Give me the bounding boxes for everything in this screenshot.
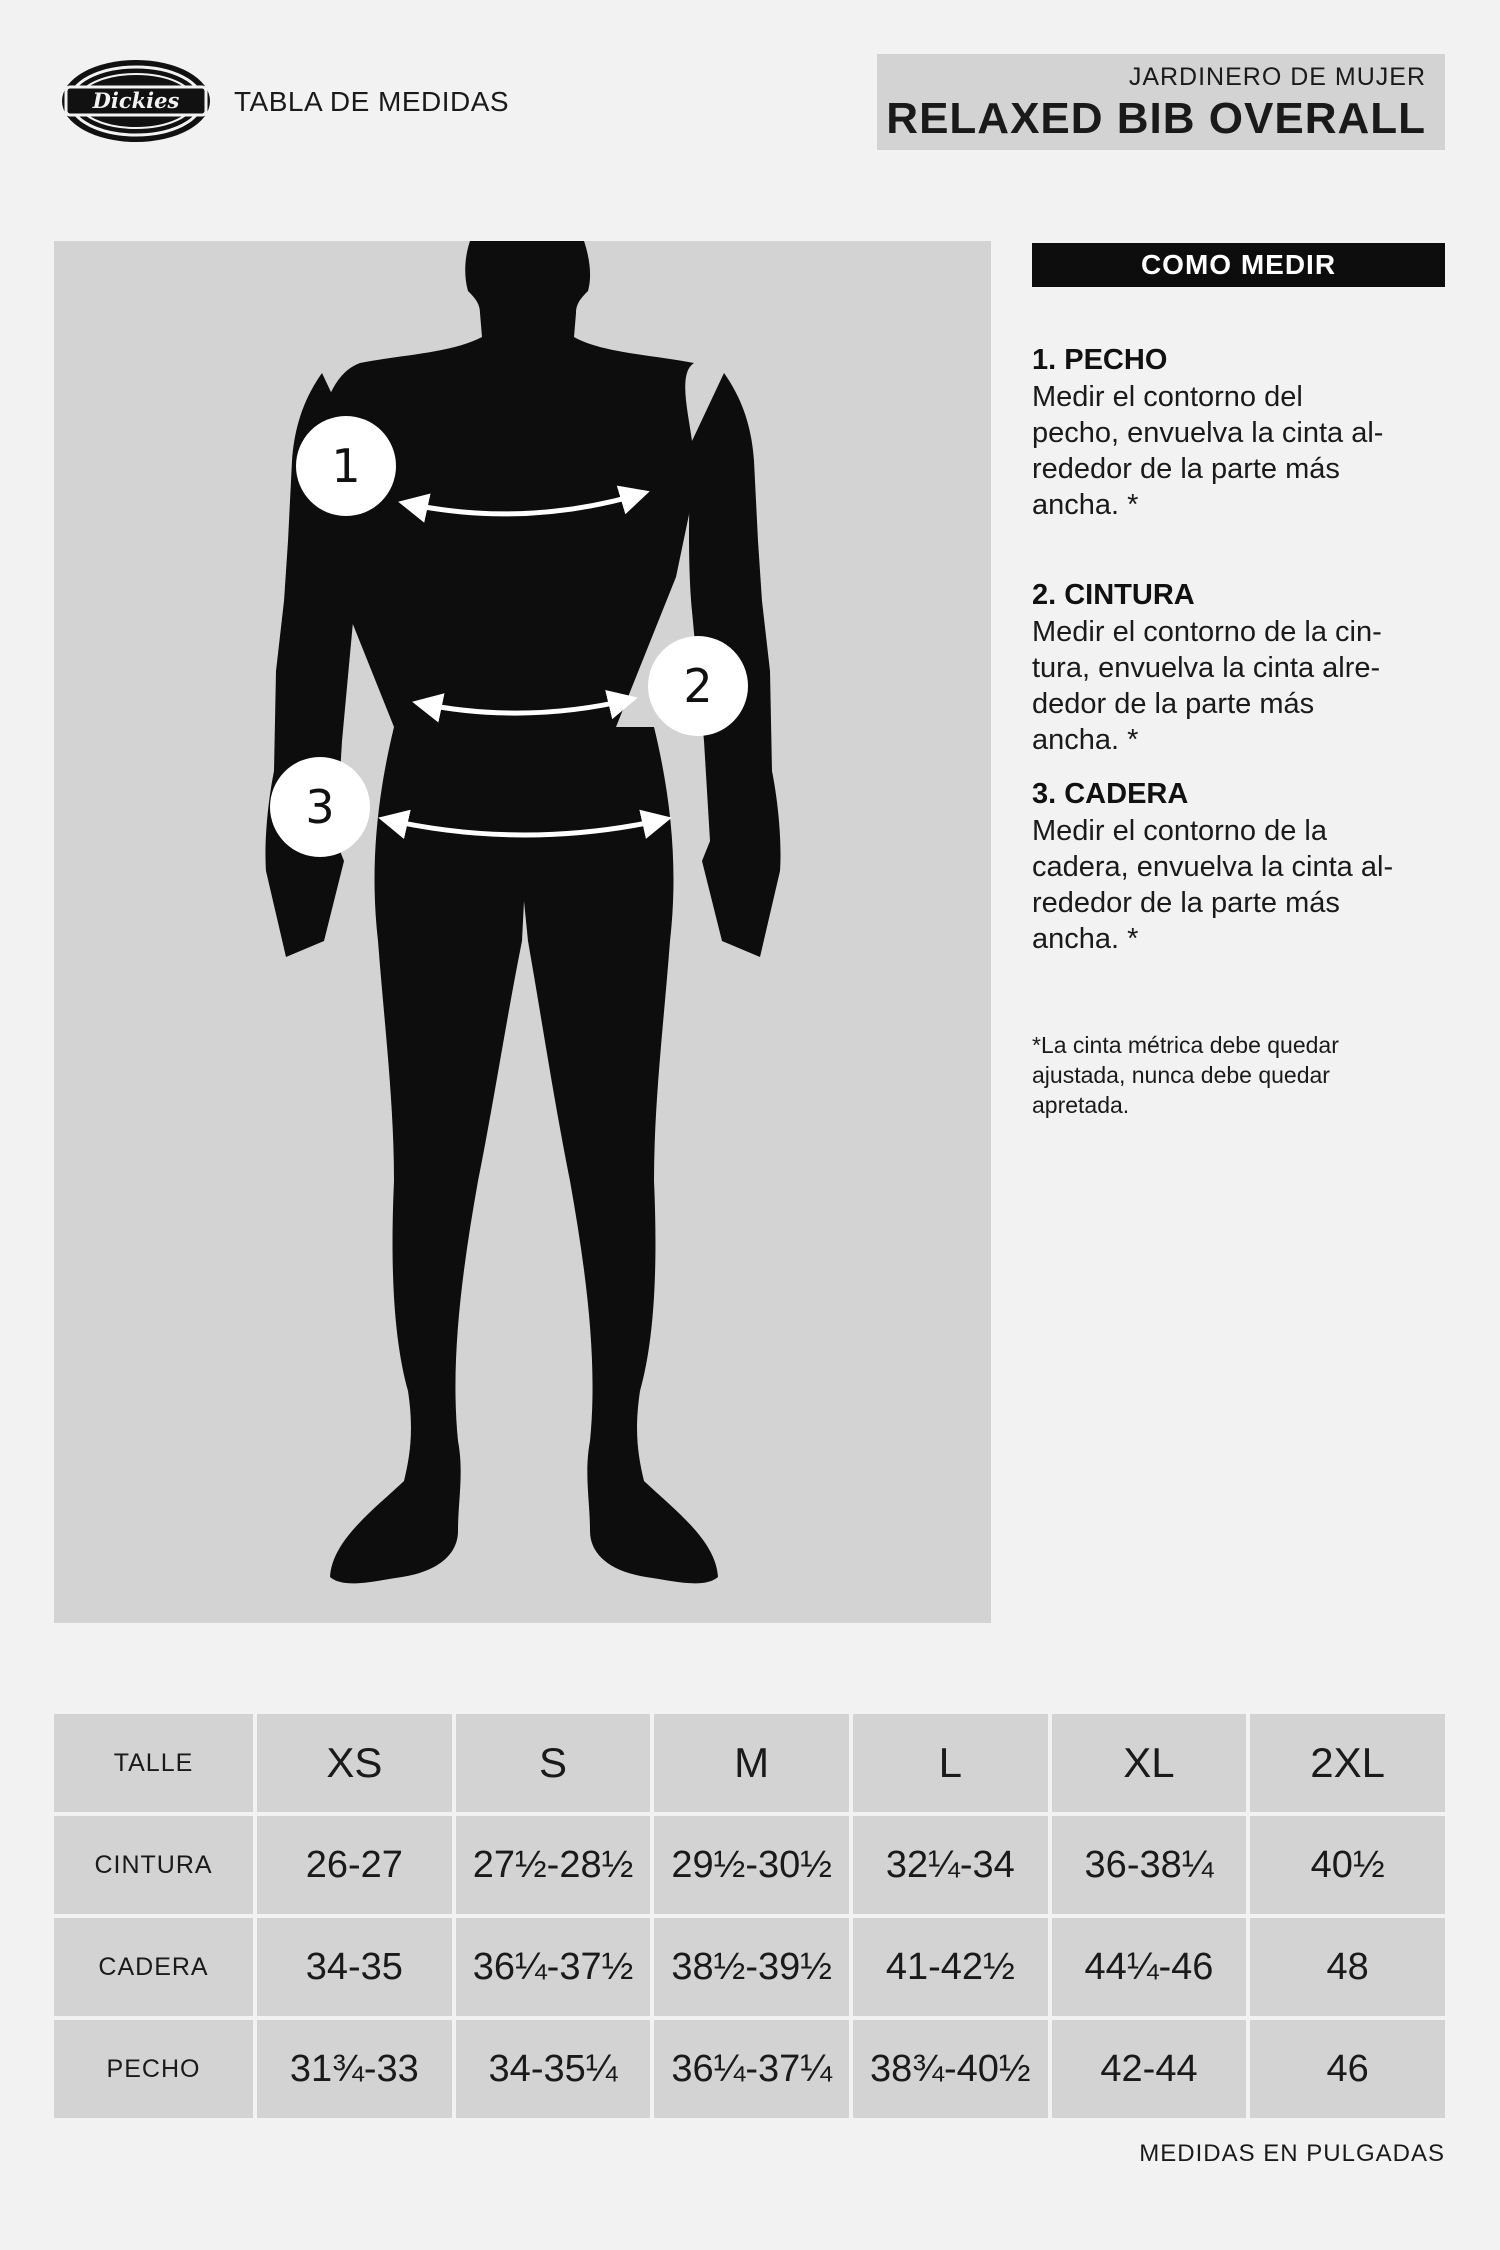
table-cell: 26-27 — [257, 1816, 452, 1914]
step-hip — [1032, 778, 1442, 957]
units-note: MEDIDAS EN PULGADAS — [1139, 2140, 1445, 2167]
marker-chest — [296, 416, 396, 516]
step-waist — [1032, 579, 1442, 758]
footnote-line: ajustada, nunca debe quedar — [1032, 1062, 1330, 1088]
table-cell: 34-35 — [257, 1918, 452, 2016]
step-chest-line: rededor de la parte más — [1032, 453, 1340, 485]
footnote-line: *La cinta métrica debe quedar — [1032, 1032, 1339, 1058]
marker-hip-number: 3 — [305, 780, 335, 834]
size-header-m: M — [654, 1714, 849, 1812]
step-hip-line: Medir el contorno de la — [1032, 815, 1327, 847]
step-hip-title: 3. CADERA — [1032, 778, 1189, 810]
step-chest-line: ancha. * — [1032, 489, 1139, 521]
step-hip-line: rededor de la parte más — [1032, 887, 1340, 919]
table-cell: 32¼-34 — [853, 1816, 1048, 1914]
step-chest-line: pecho, envuelva la cinta al- — [1032, 417, 1384, 449]
dickies-logo — [60, 58, 212, 144]
size-header-s: S — [456, 1714, 651, 1812]
table-cell: 44¼-46 — [1052, 1918, 1247, 2016]
body-figure-panel — [54, 241, 991, 1623]
table-cell: 36-38¼ — [1052, 1816, 1247, 1914]
marker-hip — [270, 757, 370, 857]
row-label-waist: CINTURA — [54, 1816, 253, 1914]
step-waist-line: dedor de la parte más — [1032, 688, 1315, 720]
step-waist-line: ancha. * — [1032, 724, 1139, 756]
step-hip-line: cadera, envuelva la cinta al- — [1032, 851, 1394, 883]
product-name: RELAXED BIB OVERALL — [886, 94, 1426, 143]
size-table — [54, 1714, 1445, 2118]
footnote-line: apretada. — [1032, 1092, 1130, 1118]
logo-wordmark: Dickies — [92, 88, 180, 113]
table-cell: 42-44 — [1052, 2020, 1247, 2118]
table-cell: 46 — [1250, 2020, 1445, 2118]
table-cell: 34-35¼ — [456, 2020, 651, 2118]
table-cell: 38½-39½ — [654, 1918, 849, 2016]
table-cell: 27½-28½ — [456, 1816, 651, 1914]
step-hip-line: ancha. * — [1032, 923, 1139, 955]
size-header-2xl: 2XL — [1250, 1714, 1445, 1812]
size-header-xs: XS — [257, 1714, 452, 1812]
step-waist-line: Medir el contorno de la cin- — [1032, 616, 1382, 648]
step-chest — [1032, 344, 1442, 523]
table-cell: 40½ — [1250, 1816, 1445, 1914]
step-chest-title: 1. PECHO — [1032, 344, 1168, 376]
table-cell: 41-42½ — [853, 1918, 1048, 2016]
marker-chest-number: 1 — [331, 439, 361, 493]
table-cell: 38¾-40½ — [853, 2020, 1048, 2118]
table-cell: 36¼-37½ — [456, 1918, 651, 2016]
table-cell: 31¾-33 — [257, 2020, 452, 2118]
size-header-l: L — [853, 1714, 1048, 1812]
row-label-chest: PECHO — [54, 2020, 253, 2118]
step-waist-title: 2. CINTURA — [1032, 579, 1195, 611]
product-subtitle: JARDINERO DE MUJER — [1128, 63, 1426, 91]
how-to-measure-heading: COMO MEDIR — [1032, 243, 1445, 287]
step-waist-line: tura, envuelva la cinta alre- — [1032, 652, 1381, 684]
marker-waist — [648, 636, 748, 736]
table-cell: 48 — [1250, 1918, 1445, 2016]
marker-waist-number: 2 — [683, 659, 713, 713]
table-header-label: TALLE — [54, 1714, 253, 1812]
table-cell: 29½-30½ — [654, 1816, 849, 1914]
row-label-hip: CADERA — [54, 1918, 253, 2016]
size-header-xl: XL — [1052, 1714, 1247, 1812]
footnote — [1032, 1030, 1442, 1120]
product-header — [877, 54, 1445, 150]
step-chest-line: Medir el contorno del — [1032, 381, 1303, 413]
table-cell: 36¼-37¼ — [654, 2020, 849, 2118]
page-title: TABLA DE MEDIDAS — [234, 86, 510, 117]
